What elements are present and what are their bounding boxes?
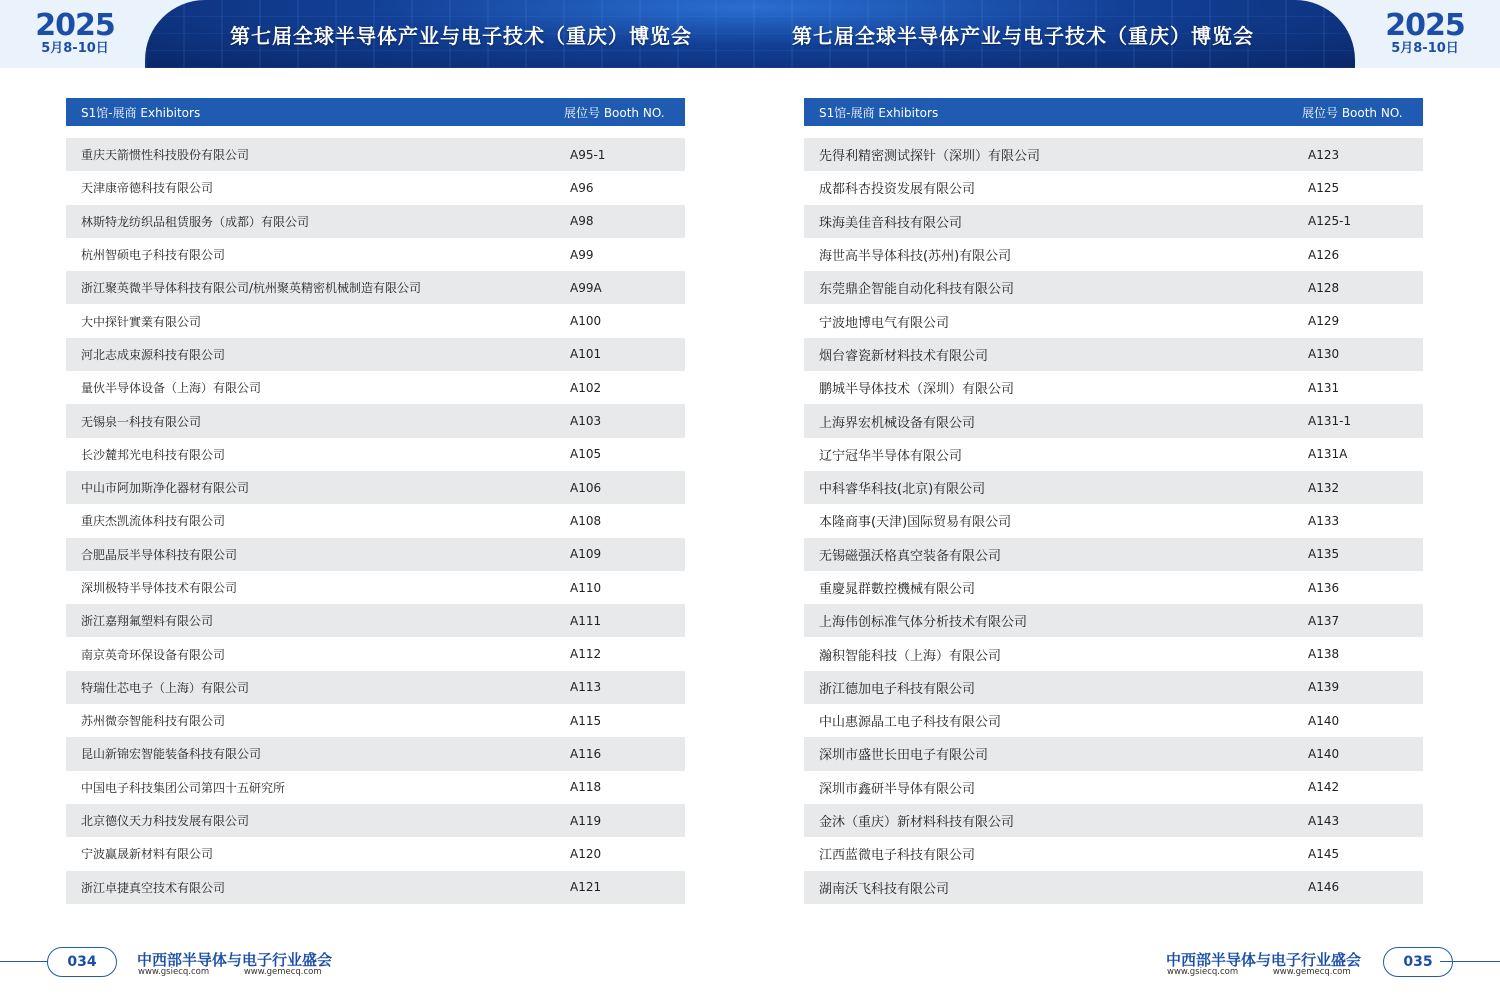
table-row xyxy=(66,804,685,837)
banner-title-right: 第七届全球半导体产业与电子技术（重庆）博览会 xyxy=(792,24,1254,48)
date-left: 5月8-10日 xyxy=(41,41,109,56)
table-row xyxy=(804,438,1423,471)
table-row xyxy=(804,804,1423,837)
footer-url-1: www.gsiecq.com xyxy=(1167,967,1239,977)
column-header-exhibitor: S1馆-展商 Exhibitors xyxy=(819,105,939,120)
booth-number: A131A xyxy=(1308,447,1348,462)
header-banner xyxy=(145,0,1355,68)
booth-number: A132 xyxy=(1308,480,1340,495)
exhibitor-name: 湖南沃飞科技有限公司 xyxy=(819,881,950,897)
exhibitor-name: 特瑞仕芯电子（上海）有限公司 xyxy=(81,680,250,695)
booth-number: A126 xyxy=(1308,247,1340,262)
date-badge-left xyxy=(20,10,130,56)
table-row xyxy=(804,704,1423,737)
table-row xyxy=(804,238,1423,271)
table-row xyxy=(804,205,1423,238)
column-header-booth: 展位号 Booth NO. xyxy=(564,105,665,120)
table-header xyxy=(66,98,685,126)
booth-number: A103 xyxy=(570,414,602,429)
exhibitor-name: 深圳市鑫研半导体有限公司 xyxy=(819,781,976,797)
table-row xyxy=(804,271,1423,304)
table-row xyxy=(66,837,685,870)
exhibitor-name: 天津康帝德科技有限公司 xyxy=(81,181,214,196)
exhibitor-name: 南京英奇环保设备有限公司 xyxy=(81,647,226,662)
booth-number: A139 xyxy=(1308,680,1340,695)
exhibitor-name: 重庆天箭惯性科技股份有限公司 xyxy=(81,148,250,163)
footer-url-1: www.gsiecq.com xyxy=(138,967,210,977)
exhibitor-name: 成都科杏投资发展有限公司 xyxy=(819,182,976,198)
booth-number: A95-1 xyxy=(570,147,606,162)
booth-number: A146 xyxy=(1308,880,1340,895)
table-row xyxy=(66,304,685,337)
table-row xyxy=(804,837,1423,870)
booth-number: A137 xyxy=(1308,613,1340,628)
exhibitor-name: 重庆杰凯流体科技有限公司 xyxy=(81,514,226,529)
booth-number: A102 xyxy=(570,380,602,395)
banner-title-left: 第七届全球半导体产业与电子技术（重庆）博览会 xyxy=(230,24,692,48)
table-row xyxy=(66,604,685,637)
table-row xyxy=(804,371,1423,404)
page-number-right: 035 xyxy=(1383,947,1453,977)
table-row xyxy=(804,737,1423,770)
exhibitor-name: 林斯特龙纺织品租赁服务（成都）有限公司 xyxy=(81,214,310,229)
table-row xyxy=(804,304,1423,337)
booth-number: A111 xyxy=(570,613,602,628)
footer-urls-right xyxy=(1167,967,1351,977)
table-row xyxy=(66,471,685,504)
footer-url-2: www.gemecq.com xyxy=(1272,967,1351,977)
table-row xyxy=(804,471,1423,504)
table-body xyxy=(804,138,1423,904)
exhibitor-name: 烟台睿瓷新材料技术有限公司 xyxy=(819,348,989,364)
exhibitor-name: 中国电子科技集团公司第四十五研究所 xyxy=(81,780,286,795)
exhibitor-name: 上海界宏机械设备有限公司 xyxy=(819,415,976,431)
table-row xyxy=(804,871,1423,904)
exhibitor-name: 浙江聚英微半导体科技有限公司/杭州聚英精密机械制造有限公司 xyxy=(81,281,422,296)
date-badge-right xyxy=(1370,10,1480,56)
booth-number: A119 xyxy=(570,813,602,828)
table-row xyxy=(66,704,685,737)
table-row xyxy=(804,571,1423,604)
table-row xyxy=(66,138,685,171)
booth-number: A108 xyxy=(570,513,602,528)
table-row xyxy=(804,771,1423,804)
table-row xyxy=(804,338,1423,371)
booth-number: A133 xyxy=(1308,513,1340,528)
booth-number: A99 xyxy=(570,247,594,262)
booth-number: A125-1 xyxy=(1308,214,1352,229)
footer-title-left: 中西部半导体与电子行业盛会 xyxy=(137,951,333,969)
booth-number: A113 xyxy=(570,680,602,695)
table-row xyxy=(66,271,685,304)
exhibitor-name: 浙江嘉翔氟塑料有限公司 xyxy=(81,614,214,629)
table-row xyxy=(66,205,685,238)
table-row xyxy=(66,637,685,670)
booth-number: A131 xyxy=(1308,380,1340,395)
table-row xyxy=(804,604,1423,637)
booth-number: A138 xyxy=(1308,647,1340,662)
footer-title-right: 中西部半导体与电子行业盛会 xyxy=(1166,951,1362,969)
table-row xyxy=(66,338,685,371)
table-row xyxy=(66,871,685,904)
booth-number: A143 xyxy=(1308,813,1340,828)
table-row xyxy=(804,404,1423,437)
exhibitor-name: 中山市阿加斯净化器材有限公司 xyxy=(81,481,250,496)
column-header-booth: 展位号 Booth NO. xyxy=(1302,105,1403,120)
exhibitor-name: 先得利精密测试探针（深圳）有限公司 xyxy=(819,149,1041,165)
booth-number: A110 xyxy=(570,580,602,595)
exhibitor-name: 珠海美佳音科技有限公司 xyxy=(819,215,963,231)
exhibitor-name: 昆山新锦宏智能装备科技有限公司 xyxy=(81,747,262,762)
exhibitor-name: 瀚积智能科技（上海）有限公司 xyxy=(819,648,1002,664)
booth-number: A131-1 xyxy=(1308,414,1352,429)
exhibitor-name: 北京德仪天力科技发展有限公司 xyxy=(81,814,250,829)
booth-number: A121 xyxy=(570,880,602,895)
exhibitor-name: 量伙半导体设备（上海）有限公司 xyxy=(81,381,262,396)
year-left: 2025 xyxy=(35,8,115,43)
booth-number: A128 xyxy=(1308,280,1340,295)
exhibitor-name: 重慶晁群數控機械有限公司 xyxy=(819,582,976,597)
booth-number: A98 xyxy=(570,214,594,229)
exhibitor-name: 杭州智硕电子科技有限公司 xyxy=(81,248,226,263)
exhibitor-name: 东莞鼎企智能自动化科技有限公司 xyxy=(819,282,1015,298)
booth-number: A123 xyxy=(1308,147,1340,162)
exhibitor-name: 无锡泉一科技有限公司 xyxy=(81,414,202,429)
booth-number: A140 xyxy=(1308,713,1340,728)
table-row xyxy=(66,371,685,404)
exhibitor-name: 浙江德加电子科技有限公司 xyxy=(819,681,976,697)
booth-number: A145 xyxy=(1308,846,1340,861)
booth-number: A105 xyxy=(570,447,602,462)
booth-number: A118 xyxy=(570,780,602,795)
exhibitor-name: 海世高半导体科技(苏州)有限公司 xyxy=(819,249,1012,265)
booth-number: A125 xyxy=(1308,180,1340,195)
exhibitor-name: 大中探针實業有限公司 xyxy=(81,314,202,329)
exhibitor-name: 宁波赢晟新材料有限公司 xyxy=(81,847,214,862)
exhibitor-name: 合肥晶辰半导体科技有限公司 xyxy=(81,547,238,562)
booth-number: A99A xyxy=(570,280,602,295)
date-right: 5月8-10日 xyxy=(1391,41,1459,56)
exhibitor-name: 苏州微奈智能科技有限公司 xyxy=(81,714,226,729)
booth-number: A130 xyxy=(1308,347,1340,362)
booth-number: A106 xyxy=(570,480,602,495)
footer-divider-right xyxy=(1440,961,1500,962)
exhibitor-name: 鹏城半导体技术（深圳）有限公司 xyxy=(819,382,1015,398)
table-row xyxy=(66,538,685,571)
booth-number: A101 xyxy=(570,347,602,362)
table-row xyxy=(66,504,685,537)
exhibitor-name: 江西蓝微电子科技有限公司 xyxy=(819,848,976,864)
table-body xyxy=(66,138,685,904)
table-row xyxy=(66,671,685,704)
exhibitor-name: 金沐（重庆）新材料科技有限公司 xyxy=(819,815,1015,831)
table-row xyxy=(66,771,685,804)
exhibitor-name: 中山惠源晶工电子科技有限公司 xyxy=(819,715,1002,731)
booth-number: A136 xyxy=(1308,580,1340,595)
exhibitor-table-right xyxy=(804,98,1423,904)
exhibitor-name: 长沙麓邦光电科技有限公司 xyxy=(81,447,226,462)
exhibitor-name: 河北志成束源科技有限公司 xyxy=(81,347,226,362)
table-row xyxy=(66,571,685,604)
column-header-exhibitor: S1馆-展商 Exhibitors xyxy=(81,105,201,120)
footer-urls-left xyxy=(138,967,322,977)
table-row xyxy=(66,404,685,437)
booth-number: A140 xyxy=(1308,746,1340,761)
table-row xyxy=(804,138,1423,171)
exhibitor-name: 本隆商事(天津)国际贸易有限公司 xyxy=(819,515,1012,531)
table-row xyxy=(66,238,685,271)
page-number-left: 034 xyxy=(47,947,117,977)
table-row xyxy=(66,171,685,204)
table-row xyxy=(804,538,1423,571)
booth-number: A100 xyxy=(570,314,602,329)
exhibitor-name: 辽宁冠华半导体有限公司 xyxy=(819,448,963,464)
page-header xyxy=(0,0,1500,68)
booth-number: A96 xyxy=(570,180,594,195)
booth-number: A129 xyxy=(1308,314,1340,329)
table-row xyxy=(804,504,1423,537)
table-row xyxy=(804,671,1423,704)
booth-number: A135 xyxy=(1308,547,1340,562)
exhibitor-name: 上海伟创标准气体分析技术有限公司 xyxy=(819,615,1028,631)
exhibitor-name: 深圳极特半导体技术有限公司 xyxy=(81,581,238,595)
footer-url-2: www.gemecq.com xyxy=(243,967,322,977)
table-row xyxy=(66,737,685,770)
exhibitor-name: 浙江卓捷真空技术有限公司 xyxy=(81,880,226,895)
year-right: 2025 xyxy=(1385,8,1465,43)
booth-number: A109 xyxy=(570,547,602,562)
table-row xyxy=(66,438,685,471)
table-row xyxy=(804,637,1423,670)
booth-number: A142 xyxy=(1308,780,1340,795)
booth-number: A116 xyxy=(570,746,602,761)
exhibitor-name: 中科睿华科技(北京)有限公司 xyxy=(819,482,986,498)
exhibitor-table-left xyxy=(66,98,685,904)
exhibitor-name: 宁波地博电气有限公司 xyxy=(819,315,950,331)
booth-number: A115 xyxy=(570,713,602,728)
table-header xyxy=(804,98,1423,126)
table-row xyxy=(804,171,1423,204)
exhibitor-name: 深圳市盛世长田电子有限公司 xyxy=(819,748,989,764)
exhibitor-name: 无锡磁强沃格真空装备有限公司 xyxy=(819,548,1002,564)
booth-number: A120 xyxy=(570,846,602,861)
booth-number: A112 xyxy=(570,647,602,662)
